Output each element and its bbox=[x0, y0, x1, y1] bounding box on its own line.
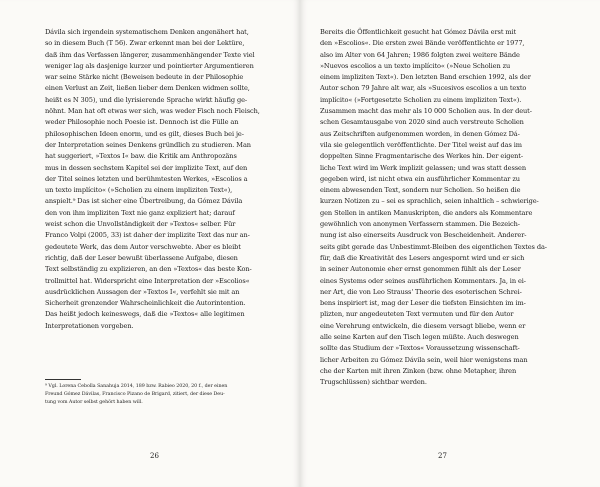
text-line: seits gibt gerade das Unbestimmt-Bleiben des eigentlichen Textes da- bbox=[320, 242, 547, 251]
text-line: Zusammen macht das mehr als 10 000 Scholien aus. In der deut- bbox=[320, 107, 532, 116]
text-line: vila sie gelegentlich veröffentlichte. Der Titel weist auf das im bbox=[320, 140, 522, 149]
text-line: liche Text wird im Werk implizit gelassen; und was statt dessen bbox=[320, 163, 526, 172]
text-line: mus in dessen sechstem Kapitel sei der implizite Text, auf den bbox=[45, 163, 248, 172]
page-number-right: 27 bbox=[438, 452, 447, 460]
text-line: che der Karten mit ihren Zinken (bzw. ohne Metapher, ihren bbox=[320, 366, 517, 375]
text-line: richtig, daß der Leser bewußt überlassene Aufgabe, diesen bbox=[45, 253, 238, 262]
text-line: der Titel seines letzten und berühmtesten Werkes, »Escolios a bbox=[45, 174, 248, 183]
text-line: un texto implícito« (»Scholien zu einem impliziten Text«), bbox=[45, 186, 233, 195]
text-line: einem impliziten Text«). Den letzten Band erschien 1992, als der bbox=[320, 73, 531, 82]
text-line: Autor schon 79 Jahre alt war, als »Sucesivos escolios a un texto bbox=[320, 84, 527, 93]
text-line: hat suggeriert, »Textos I« baw. die Kritik am Anthropozäns bbox=[45, 152, 237, 161]
text-line: weist schon die Unvollständigkeit der »Textos« selber. Für bbox=[45, 220, 236, 229]
footnote-line: ⁹ Vgl. Lorena Cebolla Sanahuja 2014, 189 bzw. Rabieo 2020, 20 f., der einen bbox=[45, 384, 228, 389]
text-line: kurzen Notizen zu – sei es sprachlich, seien inhaltlich – schwierige- bbox=[320, 197, 539, 206]
text-line: sollte das Studium der »Textos« Voraussetzung wissenschaft- bbox=[320, 344, 520, 353]
text-line: eines Systems oder seines ausführlichen Kommentars. Ja, in ei- bbox=[320, 276, 526, 285]
text-line: einem abwesenden Text, sondern nur Scholien. So heißen die bbox=[320, 186, 521, 195]
text-line: Interpretationen vorgeben. bbox=[45, 321, 134, 330]
text-line: weniger lag als dasjenige kurzer und pointierter Argumentieren bbox=[45, 61, 254, 70]
text-line: eine Verehrung entwickeln, die diesem versagt bliebe, wenn er bbox=[320, 321, 526, 330]
text-line: gen Stellen in antiken Manuskripten, die anders als Kommentare bbox=[320, 208, 533, 217]
text-line: »Nuevos escolios a un texto implícito« (»Neue Scholien zu bbox=[320, 61, 511, 70]
text-line: den »Escolios«. Die ersten zwei Bände veröffentlichte er 1977, bbox=[320, 39, 525, 48]
text-line: gegeben wird, ist nicht etwa ein ausführlicher Kommentar zu bbox=[320, 174, 520, 183]
text-line: gedeutete Werk, das dem Autor verschwebte. Aber es bleibt bbox=[45, 242, 241, 251]
text-line: so in diesem Buch (T 56). Zwar erkennt man bei der Lektüre, bbox=[45, 39, 245, 48]
text-line: alle seine Karten auf den Tisch legen müßte. Auch deswegen bbox=[320, 333, 519, 342]
text-line: bens inspiriert ist, mag der Leser die tiefsten Einsichten im im- bbox=[320, 299, 526, 308]
text-line: einen Verlust an Zeit, ließen lieber dem Denken widmen sollte, bbox=[45, 84, 250, 93]
text-line: nöhnt. Man hat oft etwas wer sich, was weder Fisch noch Fleisch, bbox=[45, 107, 260, 116]
text-line: gewöhnlich von anonymen Verfassern stammen. Die Bezeich- bbox=[320, 220, 520, 229]
text-line: Dávila sich irgendein systematischem Denken angenähert hat, bbox=[45, 28, 249, 36]
text-line: daß ihm das Verfassen längerer, zusammenhängender Texte viel bbox=[45, 50, 255, 59]
footnote-rule bbox=[45, 379, 81, 380]
footnote bbox=[45, 383, 281, 407]
footnote-line: Freund Gómez Dávilas, Francisco Pizano de Brigard, zitiert, der diese Deu- bbox=[45, 392, 225, 397]
right-page bbox=[300, 0, 600, 487]
text-line: ausdrücklichen Aussagen der »Textos I«, verfehlt sie mit an bbox=[45, 287, 240, 296]
text-line: in seiner Autonomie eher ernst genommen fühlt als der Leser bbox=[320, 265, 521, 274]
text-line: schen Gesamtausgabe von 2020 sind auch verstreute Scholien bbox=[320, 118, 524, 127]
right-page-body bbox=[320, 27, 556, 389]
text-line: Bereits die Öffentlichkeit gesucht hat Gómez Dávila erst mit bbox=[320, 28, 517, 36]
text-line: war seine Stärke nicht (Beweisen bedeute in der Philosophie bbox=[45, 73, 244, 82]
text-line: weder Philosophie noch Poesie ist. Dennoch ist die Fülle an bbox=[45, 118, 239, 127]
text-line: trollmittel hat. Widerspricht eine Interpretation der »Escolios« bbox=[45, 276, 250, 285]
text-line: also im Alter von 64 Jahren; 1986 folgten zwei weitere Bände bbox=[320, 50, 520, 59]
text-line: implícito« (»Fortgesetzte Scholien zu einem impliziten Text«). bbox=[320, 95, 522, 104]
text-line: Trugschlüssen) sichtbar werden. bbox=[320, 378, 427, 387]
text-line: philosophischen Ideen enorm, und es gilt, dieses Buch bei je- bbox=[45, 129, 244, 138]
text-line: Sicherheit grenzender Wahrscheinlichkeit die Autorintention. bbox=[45, 299, 246, 308]
text-line: aus Zeitschriften aufgenommen worden, in denen Gómez Dá- bbox=[320, 129, 520, 138]
page-number-left: 26 bbox=[150, 452, 159, 460]
text-line: heißt es N 305), und die lyrisierende Sprache wirkt häufig ge- bbox=[45, 95, 247, 104]
text-line: den von ihm impliziten Text nie ganz expliziert hat; darauf bbox=[45, 208, 235, 217]
text-line: Das heißt jedoch keineswegs, daß die »Textos« alle legitimen bbox=[45, 310, 245, 319]
text-line: Franco Volpi (2005, 33) ist daher der implizite Text das nur an- bbox=[45, 231, 250, 240]
text-line: nung ist also einerseits Ausdruck von Bescheidenheit. Anderer- bbox=[320, 231, 527, 240]
text-line: für, daß die Kreativität des Lesers angespornt wird und er sich bbox=[320, 253, 525, 262]
text-line: plizten, nur angedeuteten Text vermuten und für den Autor bbox=[320, 310, 514, 319]
text-line: doppelten Sinne Fragmentarische des Werkes hin. Der eigent- bbox=[320, 152, 523, 161]
text-line: Text selbständig zu explizieren, an den »Textos« das beste Kon- bbox=[45, 265, 252, 274]
text-line: ner Art, die von Leo Strauss' Theorie des esoterischen Schrei- bbox=[320, 287, 522, 296]
text-line: anspielt.⁹ Das ist sicher eine Übertreibung, da Gómez Dávila bbox=[45, 197, 243, 206]
left-page-body bbox=[45, 27, 281, 332]
text-line: der Interpretation seines Denkens gründlich zu studieren. Man bbox=[45, 140, 251, 149]
text-line: licher Arbeiten zu Gómez Dávila sein, weil hier wenigstens man bbox=[320, 355, 528, 364]
footnote-line: tung vom Autor selbst gehört haben will. bbox=[45, 400, 143, 405]
